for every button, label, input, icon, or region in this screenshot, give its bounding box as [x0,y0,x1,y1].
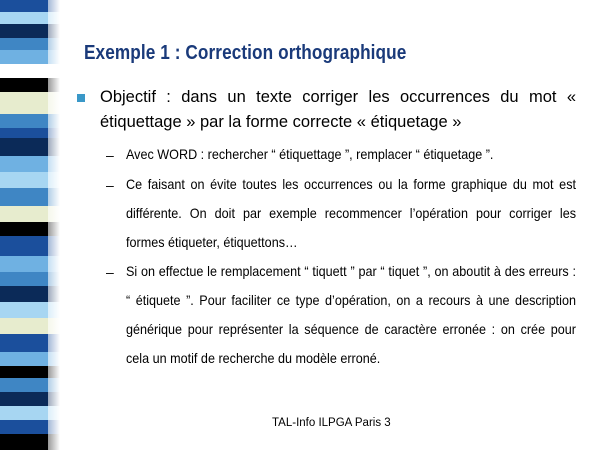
objective-paragraph: Objectif : dans un texte corriger les occurrences du mot « étiquettage » par la forme correcte « étiquetage » [100,88,576,131]
slide-title: Exemple 1 : Correction orthographique [84,42,407,64]
dash-icon: – [106,147,114,163]
bullet-square-icon [77,94,85,102]
decorative-stripe [0,0,60,450]
slide-footer: TAL-Info ILPGA Paris 3 [272,417,391,429]
subitem-occurrences: Ce faisant on évite toutes les occurrences ou la forme graphique du mot est différente. On doit par exemple recommencer l’opération pour corriger les formes étiqueter, étiquettons… [126,176,576,250]
subitem-word: Avec WORD : rechercher “ étiquettage ”, remplacer “ étiquetage ”. [126,146,494,162]
dash-icon: – [106,264,114,280]
stripe-fade [48,0,60,450]
subitem-replacement: Si on effectue le remplacement “ tiquett ” par “ tiquet ”, on aboutit à des erreurs : “ étiquete ”. Pour faciliter ce type d’opération, on a recours à une description générique pour représenter la séquence de caractère erronée : on crée pour cela un motif de recherche du modèle erroné. [126,263,576,366]
dash-icon: – [106,177,114,193]
